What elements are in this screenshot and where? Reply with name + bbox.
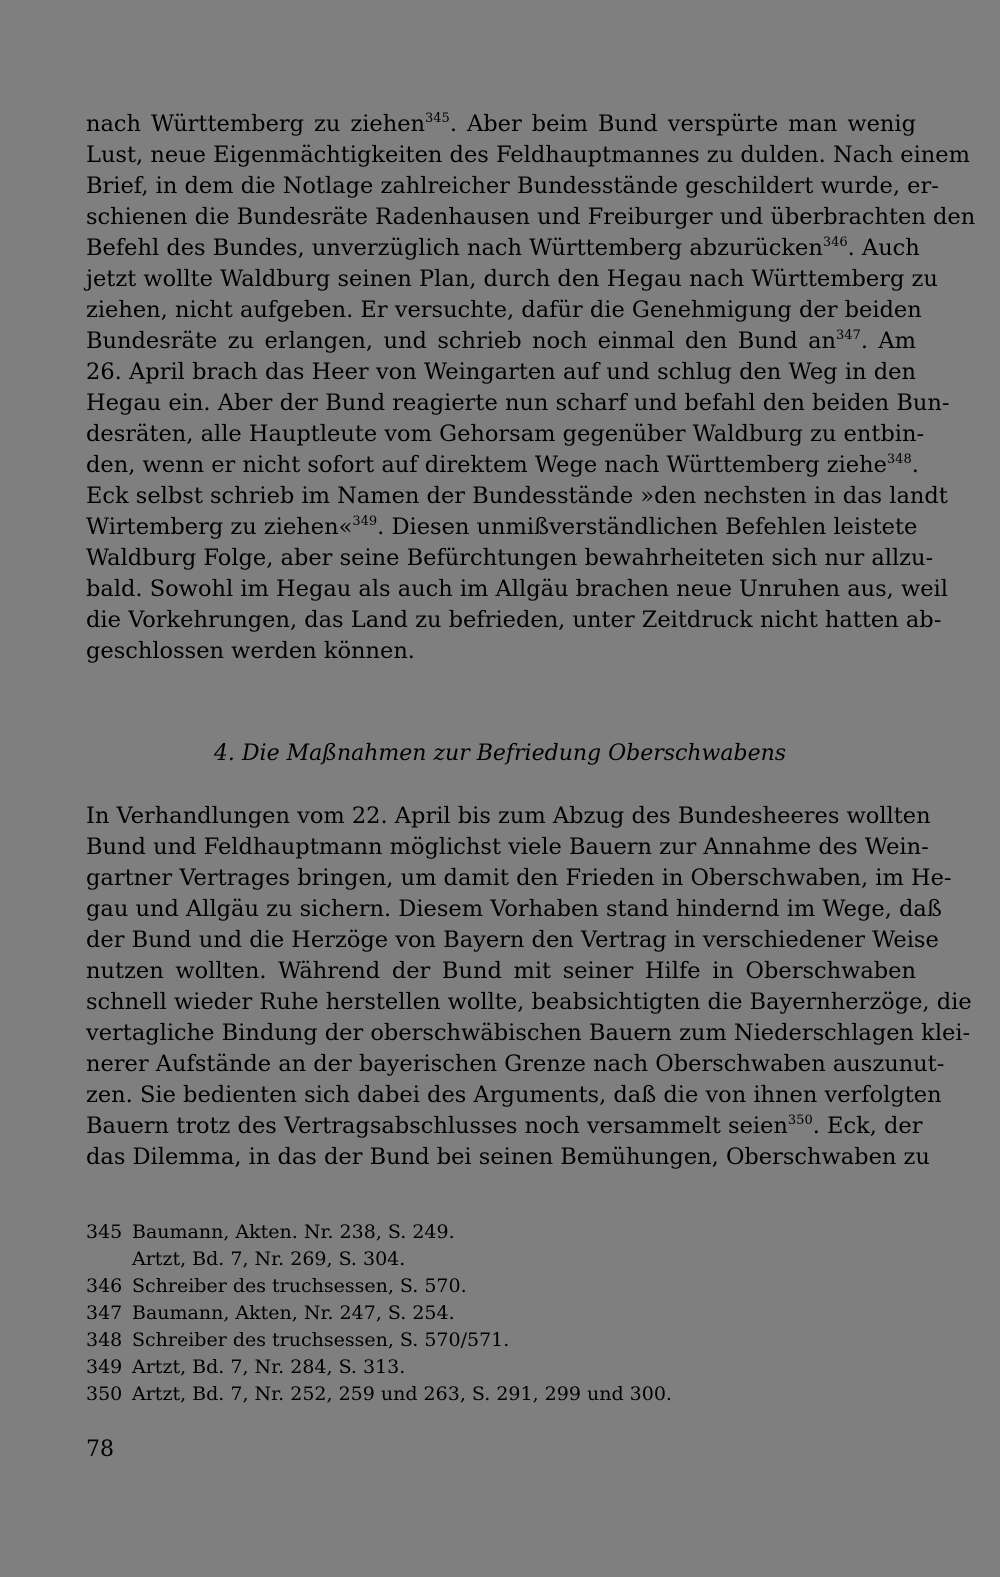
line-text: Waldburg Folge, aber seine Befürchtungen bewahrheiteten sich nur allzu-: [86, 545, 934, 571]
line-text: Bauern trotz des Vertragsabschlusses noch versammelt seien: [86, 1113, 788, 1139]
footnotes: [86, 1219, 786, 1408]
line-text: gau und Allgäu zu sichern. Diesem Vorhaben stand hindernd im Wege, daß: [86, 896, 942, 922]
text-line: [86, 233, 920, 264]
footnote-text: Schreiber des truchsessen, S. 570/571.: [132, 1329, 510, 1351]
section-heading: [0, 738, 1000, 769]
line-text: bald. Sowohl im Hegau als auch im Allgäu brachen neue Unruhen aus, weil: [86, 576, 948, 602]
footnote: [86, 1273, 786, 1300]
text-line: [86, 832, 929, 863]
line-text-after: . Aber beim Bund verspürte man wenig: [449, 111, 916, 137]
footnote-text: Baumann, Akten, Nr. 247, S. 254.: [132, 1302, 455, 1324]
line-text: nach Württemberg zu ziehen: [86, 111, 426, 137]
line-text: Wirtemberg zu ziehen«: [86, 514, 353, 540]
footnote-text: Artzt, Bd. 7, Nr. 252, 259 und 263, S. 291, 299 und 300.: [132, 1383, 672, 1405]
line-text: vertagliche Bindung der oberschwäbischen Bauern zum Niederschlagen klei-: [86, 1020, 971, 1046]
text-line: [86, 1080, 942, 1111]
footnote: [86, 1354, 786, 1381]
line-text: nutzen wollten. Während der Bund mit seiner Hilfe in Oberschwaben: [86, 958, 916, 984]
line-text: desräten, alle Hauptleute vom Gehorsam gegenüber Waldburg zu entbin-: [86, 421, 925, 447]
footnote-reference[interactable]: 348: [886, 452, 912, 467]
text-line: [86, 202, 976, 233]
section-title: Die Maßnahmen zur Befriedung Oberschwabens: [241, 741, 787, 766]
line-text: Lust, neue Eigenmächtigkeiten des Feldhauptmannes zu dulden. Nach einem: [86, 142, 970, 168]
line-text: Befehl des Bundes, unverzüglich nach Württemberg abzurücken: [86, 235, 823, 261]
line-text: den, wenn er nicht sofort auf direktem Wege nach Württemberg ziehe: [86, 452, 887, 478]
line-text: Hegau ein. Aber der Bund reagierte nun scharf und befahl den beiden Bun-: [86, 390, 950, 416]
footnote-number: 349: [86, 1356, 123, 1378]
footnote-text: Artzt, Bd. 7, Nr. 284, S. 313.: [132, 1356, 406, 1378]
body-paragraph-1: [86, 109, 976, 667]
text-line: [86, 357, 916, 388]
text-line: [86, 987, 972, 1018]
text-line: [86, 863, 952, 894]
line-text: Bund und Feldhauptmann möglichst viele Bauern zur Annahme des Wein-: [86, 834, 929, 860]
text-line: [86, 801, 931, 832]
footnote-reference[interactable]: 347: [835, 328, 861, 343]
line-text: der Bund und die Herzöge von Bayern den Vertrag in verschiedener Weise: [86, 927, 939, 953]
line-text-after: . Am: [860, 328, 916, 354]
page-number: 78: [86, 1437, 114, 1462]
line-text-after: . Diesen unmißverständlichen Befehlen leistete: [377, 514, 918, 540]
line-text: Eck selbst schrieb im Namen der Bundesstände »den nechsten in das landt: [86, 483, 948, 509]
text-line: [86, 295, 922, 326]
line-text: die Vorkehrungen, das Land zu befrieden, unter Zeitdruck nicht hatten ab-: [86, 607, 942, 633]
section-number: 4.: [213, 741, 235, 766]
footnote-number: 346: [86, 1275, 123, 1297]
footnote-number: 348: [86, 1329, 123, 1351]
footnote-reference[interactable]: 349: [352, 514, 378, 529]
line-text: In Verhandlungen vom 22. April bis zum Abzug des Bundesheeres wollten: [86, 803, 931, 829]
text-line: [86, 326, 916, 357]
line-text: das Dilemma, in das der Bund bei seinen Bemühungen, Oberschwaben zu: [86, 1144, 930, 1170]
text-line: [86, 925, 939, 956]
line-text: zen. Sie bedienten sich dabei des Arguments, daß die von ihnen verfolgten: [86, 1082, 942, 1108]
text-line: [86, 1018, 971, 1049]
text-line: [86, 388, 950, 419]
text-line: [86, 512, 916, 543]
text-line: [86, 1049, 945, 1080]
text-line: [86, 543, 934, 574]
footnote-text: Schreiber des truchsessen, S. 570.: [132, 1275, 467, 1297]
footnote-text: Artzt, Bd. 7, Nr. 269, S. 304.: [132, 1248, 406, 1270]
text-line: [86, 956, 916, 987]
text-line: [86, 605, 942, 636]
footnote: [86, 1381, 786, 1408]
line-text: nerer Aufstände an der bayerischen Grenze nach Oberschwaben auszunut-: [86, 1051, 945, 1077]
line-text: ziehen, nicht aufgeben. Er versuchte, dafür die Genehmigung der beiden: [86, 297, 922, 323]
text-line: [86, 1142, 930, 1173]
footnote-number: [86, 1246, 132, 1273]
footnote-reference[interactable]: 346: [822, 235, 848, 250]
footnote: [86, 1219, 786, 1246]
line-text: Brief, in dem die Notlage zahlreicher Bundesstände geschildert wurde, er-: [86, 173, 939, 199]
line-text: 26. April brach das Heer von Weingarten auf und schlug den Weg in den: [86, 359, 916, 385]
footnote: [86, 1246, 786, 1273]
line-text: schnell wieder Ruhe herstellen wollte, beabsichtigten die Bayernherzöge, die: [86, 989, 972, 1015]
line-text: gartner Vertrages bringen, um damit den Frieden in Oberschwaben, im He-: [86, 865, 952, 891]
footnote: [86, 1327, 786, 1354]
body-paragraph-2: [86, 801, 972, 1173]
line-text-after: . Auch: [847, 235, 920, 261]
footnote: [86, 1300, 786, 1327]
footnote-reference[interactable]: 350: [787, 1113, 813, 1128]
line-text-after: .: [911, 452, 919, 478]
text-line: [86, 140, 970, 171]
text-line: [86, 171, 939, 202]
text-line: [86, 574, 948, 605]
text-line: [86, 481, 948, 512]
footnote-number: 347: [86, 1302, 123, 1324]
text-line: [86, 1111, 923, 1142]
text-line: [86, 419, 925, 450]
line-text: Bundesräte zu erlangen, und schrieb noch einmal den Bund an: [86, 328, 836, 354]
text-line: [86, 264, 938, 295]
text-line: [86, 450, 919, 481]
line-text: geschlossen werden können.: [86, 638, 415, 664]
line-text-after: . Eck, der: [812, 1113, 923, 1139]
footnote-number: 345: [86, 1221, 123, 1243]
text-line: [86, 109, 916, 140]
footnote-number: 350: [86, 1383, 123, 1405]
line-text: jetzt wollte Waldburg seinen Plan, durch den Hegau nach Württemberg zu: [86, 266, 938, 292]
text-line: [86, 636, 916, 667]
line-text: schienen die Bundesräte Radenhausen und Freiburger und überbrachten den: [86, 204, 976, 230]
footnote-reference[interactable]: 345: [425, 111, 450, 126]
footnote-text: Baumann, Akten. Nr. 238, S. 249.: [132, 1221, 455, 1243]
text-line: [86, 894, 942, 925]
